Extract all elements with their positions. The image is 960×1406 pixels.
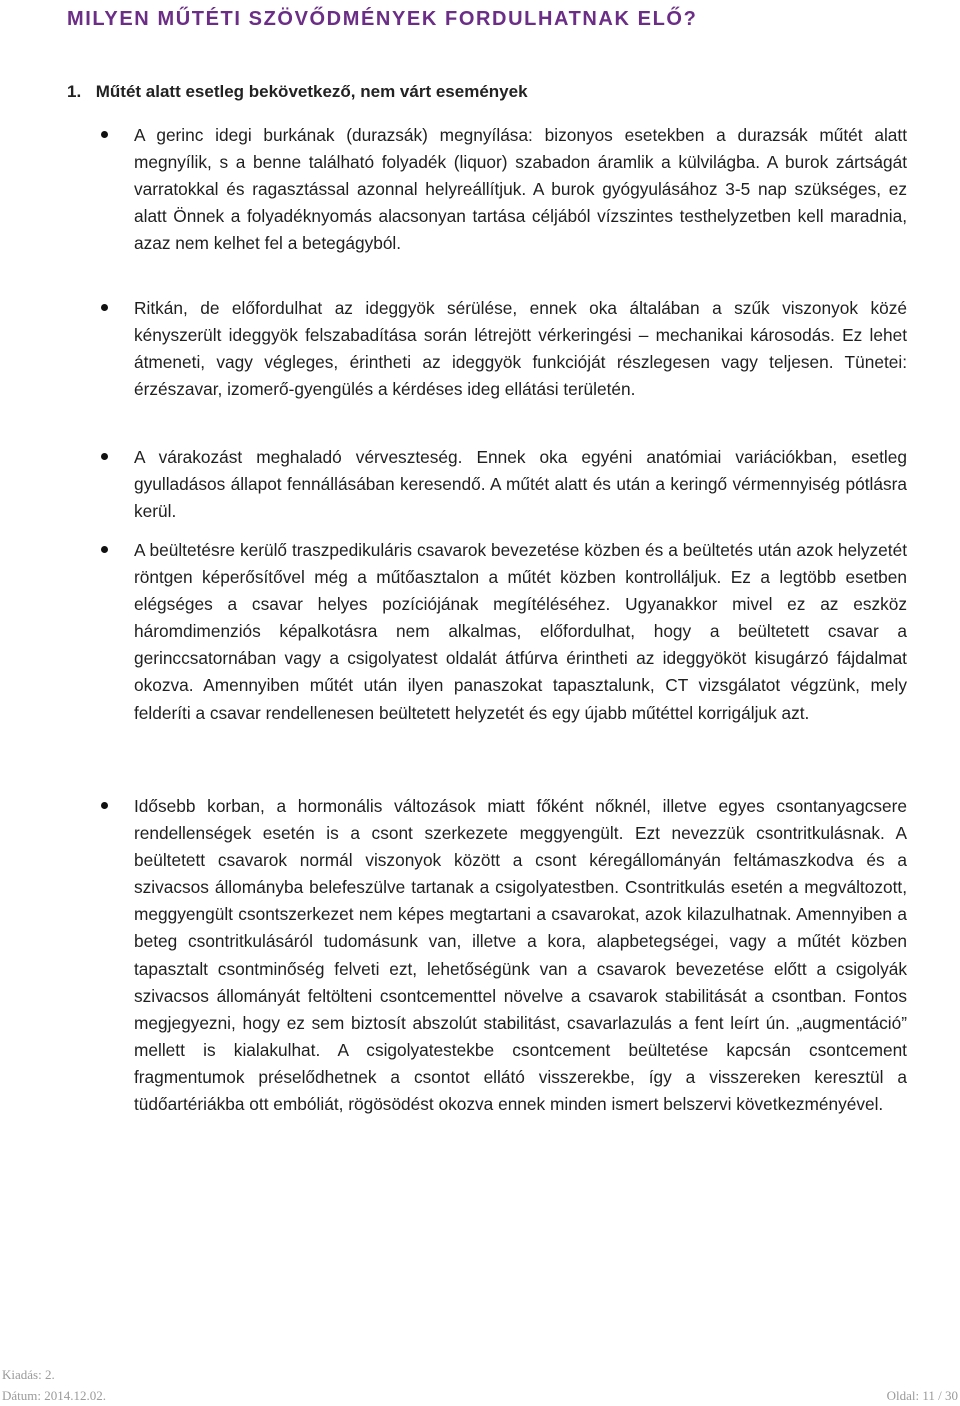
list-item-text: A várakozást meghaladó vérveszteség. Ennek oka egyéni anatómiai variációkban, esetleg gyulladásos állapot fennállásában keresendő. A műtét alatt és után a keringő vérmennyiség pótlásra kerül.: [134, 447, 907, 522]
list-item-text: Idősebb korban, a hormonális változások miatt főként nőknél, illetve egyes csontanyagcsere rendellenségek esetén is a csont szerkezete meggyengült. Ezt nevezzük csontritkulásnak. A beültetett csavarok normál viszonyok között a csont kéregállományán feltámaszkodva és a szivacsos állományba belefeszülve tartanak a csigolyatestben. Csontritkulás esetén a megváltozott, meggyengült csontszerkezet nem képes megtartani a csavarokat, azok kilazulhatnak. Amennyiben a beteg csontritkulásáról tudomásunk van, illetve a kora, alapbetegségei, vagy a műtét közben tapasztalt csontminőség felveti ezt, lehetőségünk van a csavarok bevezetése előtt a csigolyák szivacsos állományát feltölteni csontcementtel növelve a csavarok stabilitását a csontban. Fontos megjegyezni, hogy ez sem biztosít abszolút stabilitást, csavarlazulás a fent leírt ún. „augmentáció” mellett is kialakulhat. A csigolyatestekbe csontcement beültetése kapcsán csontcement fragmentumok préselődhetnek a csontot ellátó visszerekbe, így a visszereken keresztül a tüdőartériákba ott embóliát, rögösödést okozva ennek minden ismert belszervi következményével.: [134, 796, 907, 1115]
list-item-text: A gerinc idegi burkának (durazsák) megnyílása: bizonyos esetekben a durazsák műtét alatt megnyílik, s a benne található folyadék (liquor) szabadon áramlik a külvilágba. A burok zártságát varratokkal és ragasztással azonnal helyreállítjuk. A burok gyógyulásához 3-5 nap szükséges, ez alatt Önnek a folyadéknyomás alacsonyan tartása céljából vízszintes testhelyzetben kell maradnia, azaz nem kelhet fel a betegágyból.: [134, 125, 907, 254]
section-title: Műtét alatt esetleg bekövetkező, nem várt események: [95, 82, 528, 101]
list-item: [134, 537, 907, 727]
page-heading: MILYEN MŰTÉTI SZÖVŐDMÉNYEK FORDULHATNAK ELŐ?: [67, 8, 698, 30]
list-item-text: Ritkán, de előfordulhat az ideggyök sérülése, ennek oka általában a szűk viszonyok közé kényszerült ideggyök felszabadítása során létrejött vérkeringési – mechanikai károsodás. Ez lehet átmeneti, vagy végleges, érintheti az ideggyök funkcióját részlegesen vagy teljesen. Tünetei: érzészavar, izomerő-gyengülés a kérdéses ideg ellátási területén.: [134, 298, 907, 400]
footer-edition: Kiadás: 2.: [2, 1367, 55, 1382]
bullet-icon: [101, 546, 108, 553]
bullet-icon: [101, 131, 108, 138]
footer-meta: [2, 1364, 106, 1406]
section-number: 1.: [67, 82, 82, 101]
bullet-icon: [101, 304, 108, 311]
footer-date: Dátum: 2014.12.02.: [2, 1388, 106, 1403]
footer-page-number: Oldal: 11 / 30: [886, 1388, 958, 1403]
bullet-icon: [101, 453, 108, 460]
list-item: [134, 122, 907, 257]
list-item: [134, 793, 907, 1118]
section-heading: [67, 82, 528, 102]
list-item: [134, 295, 907, 403]
bullet-icon: [101, 802, 108, 809]
list-item-text: A beültetésre kerülő traszpedikuláris csavarok bevezetése közben és a beültetés után azok helyzetét röntgen képerősítővel még a műtőasztalon a műtét közben kontrolláljuk. Ez a legtöbb esetben elégséges a csavar helyes pozíciójának megítéléséhez. Ugyanakkor mivel ez az eszköz háromdimenziós képalkotásra nem alkalmas, előfordulhat, hogy a beültetett csavar a gerinccsatornában vagy a csigolyatest oldalát átfúrva érintheti az ideggyököt kisugárzó fájdalmat okozva. Amennyiben műtét után ilyen panaszokat tapasztalunk, CT vizsgálatot végzünk, mely felderíti a csavar rendellenesen beültetett helyzetét és egy újabb műtéttel korrigáljuk azt.: [134, 540, 907, 723]
list-item: [134, 444, 907, 525]
